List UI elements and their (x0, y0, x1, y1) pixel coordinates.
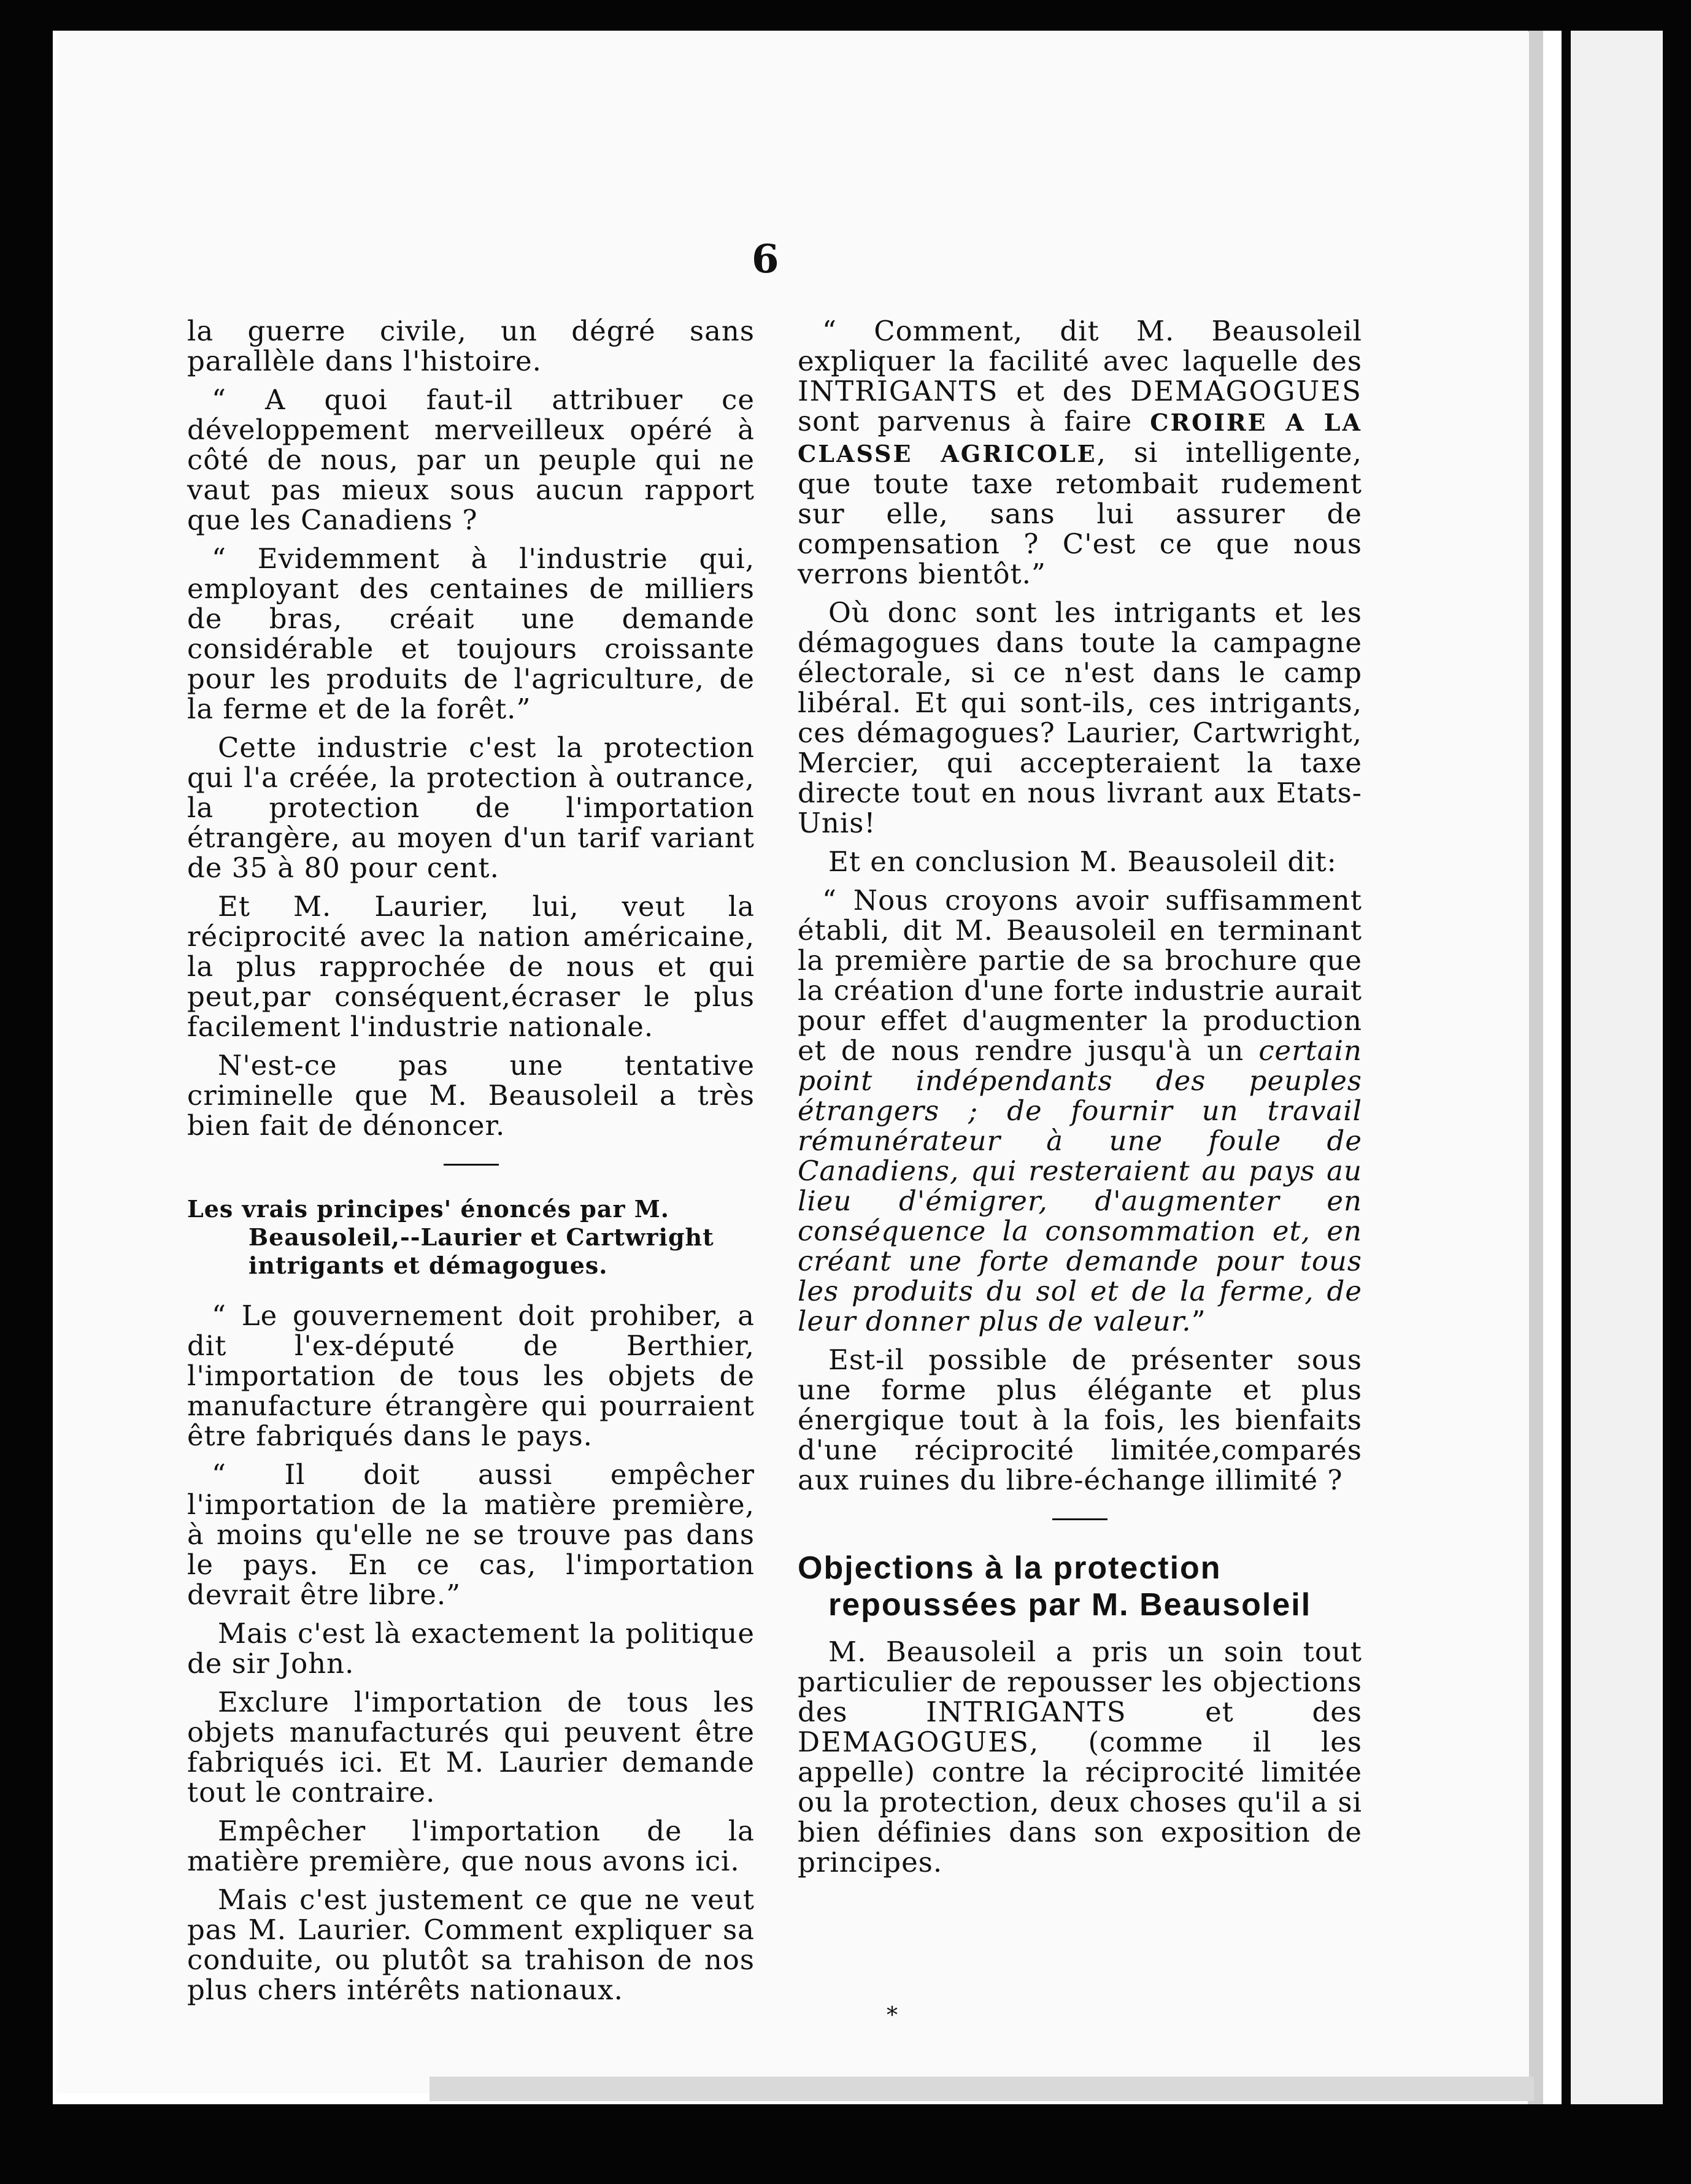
paragraph: “ A quoi faut-il attribuer ce développement merveilleux opéré à côté de nous, par un peuple qui ne vaut pas mieux sous aucun rapport que les Canadiens ? (187, 383, 755, 536)
paragraph: Et M. Laurier, lui, veut la réciprocité avec la nation américaine, la plus rapprochée de nous et qui peut,par conséquent,écraser le plus facilement l'industrie nationale. (187, 890, 755, 1043)
text-run: “ Comment, dit M. Beausoleil expliquer la facilité avec laquelle des (798, 315, 1362, 377)
caps-phrase: CROIRE A LA CLASSE AGRICOLE (798, 409, 1362, 467)
paragraph: Mais c'est là exactement la politique de sir John. (187, 1617, 755, 1680)
page-bottom-strip (429, 2077, 1534, 2101)
text-run: “ Nous croyons avoir suffisamment établi, dit M. Beausoleil en terminant la première partie de sa brochure que la création d'une forte industrie aurait pour effet d'augmenter la production et de nous rendre jusqu'à un (798, 884, 1362, 1067)
paragraph: Cette industrie c'est la protection qui l'a créée, la protection à outrance, la protection de l'importation étrangère, au moyen d'un tarif variant de 35 à 80 pour cent. (187, 731, 755, 884)
paragraph: Est-il possible de présenter sous une forme plus élégante et plus énergique tout à la fois, les bienfaits d'une réciprocité limitée,comparés aux ruines du libre-échange illimité ? (798, 1344, 1362, 1496)
text-run: sont parvenus à faire (798, 405, 1150, 437)
paragraph: Où donc sont les intrigants et les démagogues dans toute la campagne électorale, si ce n'est dans le camp libéral. Et qui sont-ils, ces intrigants, ces démagogues? Laurier, Cartwright, Mercier, qui accepteraient la taxe directe tout en nous livrant aux Etats-Unis! (798, 596, 1362, 839)
paragraph: Empêcher l'importation de la matière première, que nous avons ici. (187, 1815, 755, 1877)
text-run: et des (1127, 1696, 1362, 1728)
paragraph: la guerre civile, un dégré sans parallèle dans l'histoire. (187, 315, 755, 377)
page-number: 6 (752, 236, 779, 282)
section-separator (1052, 1518, 1107, 1520)
caps-word: DEMAGOGUES (798, 1726, 1030, 1758)
text-run: , si intelligente, que toute taxe retombait rudement sur elle, sans lui assurer de compensation ? C'est ce que nous verrons bientôt.” (798, 436, 1362, 590)
right-column (798, 316, 1362, 1886)
adjacent-page-edge (1571, 31, 1663, 2104)
paragraph (798, 316, 1362, 589)
caps-word: DEMAGOGUES (1130, 375, 1362, 407)
paragraph: N'est-ce pas une tentative criminelle que M. Beausoleil a très bien fait de dénoncer. (187, 1049, 755, 1142)
section-heading: Objections à la protection repoussées par M. Beausoleil (798, 1550, 1312, 1623)
scan-border-bottom (0, 2104, 1691, 2184)
page-fold-shadow (1528, 31, 1543, 2104)
scan-border-left (0, 0, 53, 2184)
paragraph: Mais c'est justement ce que ne veut pas M. Laurier. Comment expliquer sa conduite, ou plutôt sa trahison de nos plus chers intérêts nationaux. (187, 1883, 755, 2006)
text-run: , (comme il les appelle) contre la réciprocité limitée ou la protection, deux choses qu'il a si bien définies dans son exposition de principes. (798, 1726, 1362, 1878)
caps-word: INTRIGANTS (926, 1696, 1127, 1728)
text-run: M. Beausoleil a pris un soin tout particulier de repousser les objections des (798, 1636, 1362, 1728)
italic-run: certain point indépendants des peuples étrangers ; de fournir un travail rémunérateur à une foule de Canadiens, qui resteraient au pays au lieu d'émigrer, d'augmenter en conséquence la consommation et, en créant une forte demande pour tous les produits du sol et de la ferme, de leur donner plus de valeur. (798, 1034, 1362, 1337)
section-heading: Les vrais principes' énoncés par M. Beausoleil,--Laurier et Cartwright intrigants et démagogues. (187, 1195, 714, 1279)
caps-word: INTRIGANTS (798, 375, 999, 407)
left-column (187, 316, 755, 2013)
section-separator (444, 1164, 499, 1166)
paragraph: Exclure l'importation de tous les objets manufacturés qui peuvent être fabriqués ici. Et M. Laurier demande tout le contraire. (187, 1686, 755, 1809)
paragraph (798, 1637, 1362, 1877)
text-run: et des (998, 375, 1131, 407)
paragraph (798, 885, 1362, 1336)
printer-mark: * (887, 2003, 898, 2028)
scan-border-top (0, 0, 1691, 31)
paragraph: Et en conclusion M. Beausoleil dit: (828, 845, 1337, 878)
text-run: ” (1191, 1305, 1206, 1337)
paragraph: “ Il doit aussi empêcher l'importation de la matière première, à moins qu'elle ne se trouve pas dans le pays. En ce cas, l'importation devrait être libre.” (187, 1458, 755, 1611)
paragraph: “ Le gouvernement doit prohiber, a dit l'ex-député de Berthier, l'importation de tous les objets de manufacture étrangère qui pourraient être fabriqués dans le pays. (187, 1299, 755, 1452)
paragraph: “ Evidemment à l'industrie qui, employant des centaines de milliers de bras, créait une demande considérable et toujours croissante pour les produits de l'agriculture, de la ferme et de la forêt.” (187, 542, 755, 725)
